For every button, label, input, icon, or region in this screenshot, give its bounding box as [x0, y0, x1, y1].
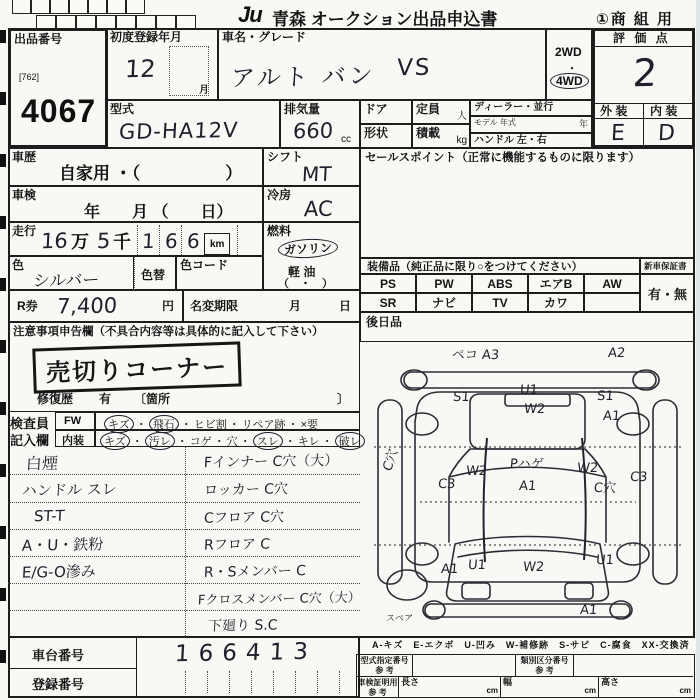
ju-logo: Ju [238, 2, 262, 27]
displacement-value: 660 [292, 118, 334, 144]
binding-mark [0, 650, 6, 663]
car-name-cell [218, 28, 546, 100]
damage-label: W2 [465, 464, 488, 479]
notice-box [8, 322, 360, 412]
score-value: 2 [631, 50, 659, 96]
damage-label: C穴 [380, 446, 402, 474]
mileage-sen: 5 [96, 228, 112, 254]
reference-sub: 参 考 [535, 666, 554, 675]
color-cell [8, 256, 134, 290]
notes-area [8, 447, 360, 638]
model-year-label: モデル 年式 [474, 118, 516, 127]
aircon-label: 冷房 [267, 188, 292, 202]
grade-value: VS [396, 54, 433, 82]
chassis-label: 車台番号 [32, 648, 85, 663]
class-number-value-cell [574, 655, 693, 677]
int-item-koge: コゲ [189, 436, 212, 448]
lot-ref: [762] [19, 72, 40, 82]
handle-label: ハンドル 左・右 [474, 135, 547, 146]
drive-2wd: 2WD [555, 45, 582, 59]
damage-label: C穴 [593, 481, 617, 496]
mileage-man: 16 [40, 228, 69, 254]
shift-cell [263, 148, 360, 186]
first-reg-label: 初度登録年月 [110, 30, 183, 44]
equip-abs: ABS [472, 274, 528, 293]
int-item-yabure: 破レ [335, 432, 365, 450]
color-label: 色 [12, 258, 25, 272]
page-title: 青森 オークション出品申込書 [272, 10, 498, 29]
sold-out-corner-stamp: 売切りコーナー [32, 341, 241, 393]
name-change-cell [183, 290, 360, 322]
fw-item-required: ×要 [300, 419, 318, 431]
door-label: ドア [364, 102, 388, 116]
fw-label: FW [64, 415, 82, 427]
height-unit: cm [679, 686, 691, 696]
equip-blank [584, 293, 640, 312]
interior-row-label: 内装 [62, 435, 84, 447]
int-item-ana: 穴 [226, 436, 238, 448]
shift-value: MT [301, 161, 333, 187]
warranty-label: 新車保証書 [644, 261, 687, 271]
capacity-label: 定員 [416, 102, 441, 116]
repair-yes: 有 [99, 392, 112, 406]
damage-label: U1 [467, 558, 487, 573]
note-right-2: ロッカー C穴 [203, 481, 289, 499]
model-code-value: GD-HA12V [118, 117, 239, 145]
lot-number-value: 4067 [21, 93, 97, 129]
mileage-cell [8, 222, 263, 256]
drive-4wd-circled: 4WD [550, 73, 589, 89]
class-number-label: 類別区分番号 [520, 656, 569, 665]
binding-mark [0, 278, 6, 291]
damage-label: U1 [595, 553, 615, 568]
note-left-2: ハンドル スレ [21, 480, 118, 500]
binding-mark [0, 402, 6, 415]
mileage-d2: 6 [164, 228, 179, 254]
binding-mark [0, 30, 6, 43]
color-code-cell [176, 256, 263, 290]
warranty-value: 有・無 [640, 274, 695, 312]
first-reg-cell [106, 28, 218, 100]
damage-label: Pハゲ [509, 457, 545, 472]
r-ticket-value: 7,400 [56, 293, 118, 319]
repair-location: 〔箇所 [134, 392, 171, 406]
type-designation-label: 型式指定番号 [360, 656, 409, 665]
history-cell [8, 148, 263, 186]
lot-number-label: 出品番号 [14, 32, 63, 46]
shaken-label: 車検 [12, 188, 37, 202]
later-goods-cell [360, 312, 695, 342]
color-code-label: 色コード [180, 258, 229, 272]
equip-kawa: カワ [528, 293, 584, 312]
dealer-label: ディーラー・並行 [474, 102, 554, 113]
chassis-value: 166413 [174, 638, 318, 668]
chassis-table [8, 636, 360, 698]
reference-table [356, 654, 695, 698]
load-unit: kg [456, 135, 467, 146]
binding-mark [0, 340, 6, 353]
history-label: 車歴 [12, 150, 37, 164]
exterior-value: E [610, 120, 626, 147]
width-unit: cm [584, 686, 596, 696]
damage-label: A1 [579, 603, 598, 618]
damage-label: W2 [523, 402, 546, 417]
fuel-paren: （ ・ ） [278, 278, 333, 290]
type-designation-value-cell [413, 655, 516, 677]
color-change-label: 色替 [141, 268, 166, 282]
width-label: 幅 [503, 677, 513, 687]
name-change-month: 月 [289, 299, 302, 313]
inspector-row-label2: 記入欄 [10, 433, 50, 448]
note-right-7: 下廻り S.C [207, 617, 278, 635]
man-unit: 万 [71, 232, 89, 252]
binding-mark [0, 588, 6, 601]
repair-close: 〕 [336, 392, 349, 406]
fw-item-repair: リペア跡 [241, 419, 286, 431]
note-right-5: R・Sメンバー C [203, 563, 307, 581]
inspector-block: 検査員 記入欄 FW 内装 キズ ・ 飛石 ・ ヒビ割 ・ リペア跡 ・ ×要 キズ ・ 汚レ ・ コゲ ・ 穴 ・ スレ ・ キレ ・ 破レ [8, 412, 360, 447]
reference-sub: 参 考 [368, 688, 387, 697]
name-change-day: 日 [338, 299, 351, 313]
sen-unit: 千 [113, 232, 131, 252]
note-left-4: A・U・鉄粉 [21, 535, 104, 555]
car-diagram [360, 342, 695, 638]
fuel-diesel: 軽 油 [288, 265, 316, 279]
drive-cell [546, 28, 592, 100]
damage-label: S1 [452, 390, 471, 405]
history-value: 自家用 ・（ ） [59, 164, 243, 183]
damage-legend: A-キズ E-エクボ U-凹み W-補修跡 S-サビ C-腐食 XX-交換済 [372, 640, 690, 650]
exterior-label: 外 装 [600, 104, 628, 118]
damage-label: C3 [629, 470, 649, 485]
model-year-unit: 年 [578, 119, 588, 129]
damage-label: W2 [522, 560, 545, 575]
r-ticket-label: R券 [17, 299, 38, 313]
first-reg-value: 12 [124, 54, 157, 84]
sales-point-header: セールスポイント（正常に機能するものに限ります） [365, 152, 640, 164]
note-left-3: ST-T [33, 506, 66, 526]
color-change-cell [134, 256, 176, 290]
shaken-cell [8, 186, 263, 222]
first-reg-unit: 月 [199, 85, 209, 96]
note-right-3: Cフロア C穴 [203, 509, 285, 527]
sales-point-box [360, 148, 695, 258]
registration-label: 登録番号 [32, 677, 85, 692]
fuel-label: 燃料 [267, 224, 292, 238]
load-label: 積載 [416, 126, 441, 140]
color-value: シルバー [32, 270, 100, 292]
int-item-yogore: 汚レ [145, 432, 175, 450]
damage-label: S1 [596, 389, 615, 404]
mileage-label: 走行 [12, 224, 37, 238]
fuel-cell [263, 222, 360, 290]
aircon-cell [263, 186, 360, 222]
damage-label: A1 [440, 562, 459, 577]
equipment-header: 装備品（純正品に限り○をつけてください） [367, 261, 583, 273]
equip-sr: SR [360, 293, 416, 312]
shaken-value: 年 月 （ 日） [84, 204, 233, 221]
damage-label: U1 [519, 383, 539, 398]
model-code-label: 型式 [110, 102, 135, 116]
yen-unit: 円 [161, 299, 174, 313]
drive-dot: ・ [567, 64, 577, 75]
binding-mark [0, 92, 6, 105]
lot-number-box [8, 28, 108, 148]
reference-sub: 参 考 [375, 666, 394, 675]
shaken-ref-label: 車検証明用 [357, 678, 398, 687]
sheet-use-label: ①商 組 用 [596, 11, 675, 28]
name-change-label: 名変期限 [190, 299, 239, 313]
note-right-4: Rフロア C [203, 536, 271, 554]
damage-label: C3 [437, 477, 457, 492]
car-name-value: アルト バン [230, 61, 377, 93]
damage-label: W2 [576, 461, 599, 476]
equip-tv: TV [472, 293, 528, 312]
equip-pw: PW [416, 274, 472, 293]
shape-label: 形状 [364, 126, 389, 140]
fw-item-hibi: ヒビ割 [193, 419, 227, 431]
mileage-d1: 1 [141, 228, 156, 254]
binding-mark [0, 216, 6, 229]
shift-label: シフト [267, 150, 304, 164]
damage-label: A2 [607, 346, 626, 361]
equip-aw: AW [584, 274, 640, 293]
binding-mark [0, 464, 6, 477]
damage-label: A1 [518, 479, 537, 494]
displacement-cell [280, 100, 360, 148]
binding-mark [0, 154, 6, 167]
binding-mark [0, 526, 6, 539]
capacity-unit: 人 [457, 111, 467, 122]
equip-airbag: エアB [528, 274, 584, 293]
damage-label: A1 [602, 409, 621, 424]
note-left-1: 白煙 [25, 453, 59, 474]
displacement-label: 排気量 [284, 102, 321, 116]
r-ticket-cell [8, 290, 183, 322]
int-item-kizu: キズ [100, 432, 130, 450]
score-box [592, 28, 695, 148]
model-code-cell [106, 100, 280, 148]
repair-history-label: 修復歴 [37, 392, 74, 406]
fuel-gasoline-circled: ガソリン [278, 237, 339, 259]
damage-label: ペコ A3 [451, 348, 500, 363]
car-name-label: 車名・グレード [222, 30, 307, 44]
aircon-value: AC [303, 196, 334, 222]
note-left-5: E/G-O滲み [21, 562, 97, 582]
displacement-unit: cc [341, 134, 351, 145]
spare-label: スペア [385, 614, 414, 624]
scan-edge [696, 0, 700, 700]
fw-item-tobiishi: 飛石 [149, 415, 179, 433]
int-item-sure: スレ [253, 432, 283, 450]
height-label: 高さ [601, 677, 620, 687]
int-item-kire: キレ [297, 436, 320, 448]
mileage-d3: 6 [186, 228, 201, 254]
interior-value: D [657, 120, 676, 147]
interior-label: 内 装 [650, 104, 678, 118]
later-goods-label: 後日品 [366, 315, 403, 329]
fw-item-kizu: キズ [104, 415, 134, 433]
notice-header: 注意事項申告欄（不具合内容等は具体的に記入して下さい） [13, 326, 324, 338]
equip-ps: PS [360, 274, 416, 293]
km-unit: km [210, 239, 225, 250]
note-right-1: Fインナー C穴（大） [203, 452, 339, 472]
inspector-row-label1: 検査員 [10, 416, 50, 431]
length-label: 長さ [401, 677, 420, 687]
score-label: 評 価 点 [613, 31, 671, 45]
length-unit: cm [486, 686, 498, 696]
note-right-6: Fクロスメンバー C穴（大） [197, 590, 362, 609]
equip-navi: ナビ [416, 293, 472, 312]
